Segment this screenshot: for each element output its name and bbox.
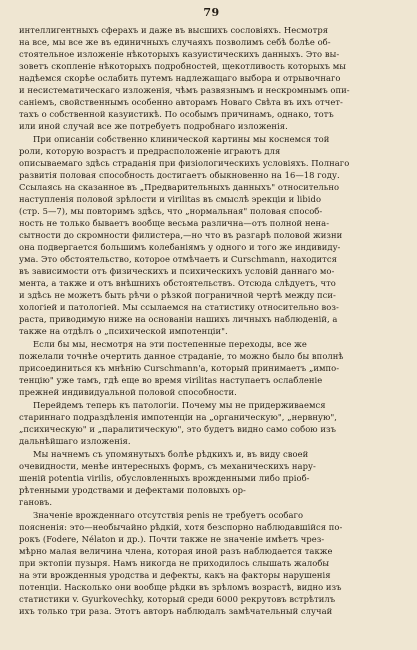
paragraph <box>19 338 398 398</box>
page-body-text <box>19 24 398 617</box>
text-line: сытности до скромности филистера,—но что въ разгарѣ половой жизни <box>19 230 343 240</box>
text-line: она подвергается большимъ колебаніямъ у одного и того же индивиду- <box>19 242 341 252</box>
text-line: гановъ. <box>19 497 53 507</box>
text-line: стоятельное изложеніе нѣкоторыхъ казуистическихъ данныхъ. Это вы- <box>19 49 340 59</box>
text-line: ума. Это обстоятельство, которое отмѣчаетъ и Curschmann, находится <box>19 254 337 264</box>
text-line: въ зависимости отъ физическихъ и психическихъ условій даннаго мо- <box>19 266 335 276</box>
text-line: пожелали точнѣе очертить данное страданіе, то можно было бы вполнѣ <box>19 351 344 361</box>
text-line: Ссылаясь на сказанное въ „Предварительныхъ данныхъ" относительно <box>19 182 340 192</box>
paragraph <box>19 509 398 617</box>
text-line: на эти врожденныя уродства и дефекты, какъ на факторы нарушенія <box>19 570 331 580</box>
text-line: надѣемся скорѣе ослабить путемъ надлежащаго выбора и отрывочнаго <box>19 73 341 83</box>
text-line: ность не только бываетъ вообще весьма различна—отъ полной нена- <box>19 218 330 228</box>
text-line: хологіей и патологіей. Мы ссылаемся на статистику относительно воз- <box>19 302 339 312</box>
text-line: статистики v. Gyurkovechky, который среди 6000 рекрутовъ встрѣтилъ <box>19 594 336 604</box>
text-line: и несистематическаго изложенія, чѣмъ развязнымъ и нескромнымъ опи- <box>19 85 350 95</box>
text-line: тахъ о собственной казуистикѣ. По особымъ причинамъ, однако, тотъ <box>19 109 334 119</box>
text-line: развитія половая способность достигаетъ обыкновенно на 16—18 году. <box>19 170 340 180</box>
text-line: потенціи. Насколько они вообще рѣдки въ зрѣломъ возрастѣ, видно изъ <box>19 582 342 592</box>
text-line: При описаніи собственно клинической картины мы коснемся той <box>33 134 330 144</box>
paragraph <box>19 24 398 132</box>
text-line: поясненія: это—необычайно рѣдкій, хотя безспорно наблюдавшійся по- <box>19 522 343 532</box>
text-line: Значеніе врожденнаго отсутствія penis не требуетъ особаго <box>33 510 304 520</box>
text-line: также на отдѣлъ о „психической импотенціи". <box>19 326 228 336</box>
text-line: дальнѣйшаго изложенія. <box>19 436 131 446</box>
text-line: или иной случай все же потребуетъ подробнаго изложенія. <box>19 121 288 131</box>
text-line: на все, мы все же въ единичныхъ случаяхъ позволимъ себѣ болѣе об- <box>19 37 331 47</box>
text-line: тенцію" уже тамъ, гдѣ еще во время virilitas наступаетъ ослабленіе <box>19 375 323 385</box>
text-line: рокъ (Fodere, Nélaton и др.). Почти также не значеніе имѣетъ чрез- <box>19 534 325 544</box>
text-line: мѣрно малая величина члена, которая иной разъ наблюдается также <box>19 546 333 556</box>
text-line: и здѣсь не можетъ быть рѣчи о рѣзкой пограничной чертѣ между пси- <box>19 290 336 300</box>
text-line: интеллигентныхъ сферахъ и даже въ высшихъ сословіяхъ. Несмотря <box>19 25 329 35</box>
paragraph <box>19 448 398 508</box>
text-line: прежней индивидуальной половой способности. <box>19 387 237 397</box>
text-line: роли, которую возрастъ и предрасположеніе играютъ для <box>19 146 281 156</box>
text-line: зоветъ скопленіе нѣкоторыхъ подробностей, щекотливость которыхъ мы <box>19 61 347 71</box>
page-number: 79 <box>203 6 220 19</box>
text-line: рѣтенными уродствами и дефектами половыхъ ор- <box>19 485 246 495</box>
text-line: (стр. 5—7), мы повторимъ здѣсь, что „нормальная" половая способ- <box>19 206 323 216</box>
text-line: Мы начнемъ съ упомянутыхъ болѣе рѣдкихъ и, въ виду своей <box>33 449 309 459</box>
text-line: стариннаго подраздѣленія импотенціи на „органическую", „нервную", <box>19 412 337 422</box>
text-line: Перейдемъ теперь къ патологіи. Почему мы не придерживаемся <box>33 400 326 410</box>
text-line: присоединиться къ мнѣнію Curschmann'a, который принимаетъ „импо- <box>19 363 340 373</box>
text-line: очевидности, менѣе интересныхъ формъ, съ механическихъ нару- <box>19 461 316 471</box>
text-line: Если бы мы, несмотря на эти постепенные переходы, все же <box>33 339 307 349</box>
text-line: ихъ только три раза. Этотъ авторъ наблюдалъ замѣчательный случай <box>19 606 333 616</box>
text-line: наступленія половой зрѣлости и virilitas въ смыслѣ эрекціи и libido <box>19 194 322 204</box>
text-line: мента, а также и отъ внѣшнихъ обстоятельствъ. Отсюда слѣдуетъ, что <box>19 278 336 288</box>
text-line: описываемаго здѣсь страданія при физіологическихъ условіяхъ. Полнаго <box>19 158 350 168</box>
text-line: шеній potentia virilis, обусловленныхъ врожденными либо пріоб- <box>19 473 310 483</box>
text-line: раста, приводимую ниже на основаніи нашихъ личныхъ наблюденій, а <box>19 314 338 324</box>
paragraph <box>19 133 398 337</box>
text-line: саніемъ, свойственнымъ особенно авторамъ Новаго Свѣта въ ихъ отчет- <box>19 97 343 107</box>
paragraph <box>19 399 398 447</box>
text-line: „психическую" и „паралитическую", это будетъ видно само собою изъ <box>19 424 336 434</box>
text-line: при эктопіи пузыря. Намъ никогда не приходилось слышать жалобы <box>19 558 330 568</box>
